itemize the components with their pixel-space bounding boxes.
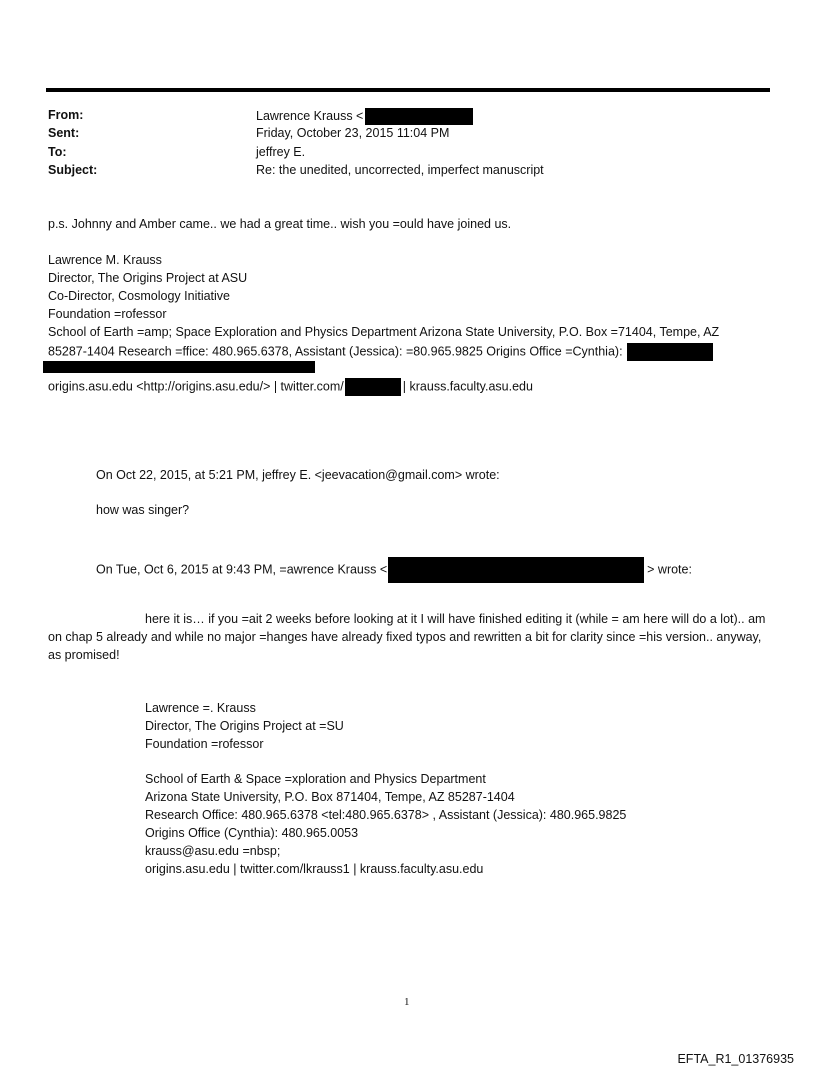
from-value	[256, 108, 473, 125]
sig2-title1: Director, The Origins Project at =SU	[145, 719, 344, 733]
sig1-address2-text: 85287-1404 Research =ffice: 480.965.6378, Assistant (Jessica): =80.965.9825 Origins Office =Cynthia):	[48, 344, 623, 359]
redaction-box	[627, 343, 713, 361]
quote1-body: how was singer?	[96, 503, 190, 517]
redaction-box	[43, 361, 315, 373]
sig2-address2: Arizona State University, P.O. Box 871404, Tempe, AZ 85287-1404	[145, 790, 515, 804]
sent-value: Friday, October 23, 2015 11:04 PM	[256, 126, 450, 140]
sig2-links: origins.asu.edu | twitter.com/lkrauss1 | krauss.faculty.asu.edu	[145, 862, 484, 876]
subject-label: Subject:	[48, 163, 98, 177]
redaction-box	[345, 378, 401, 396]
subject-value: Re: the unedited, uncorrected, imperfect manuscript	[256, 163, 544, 177]
sig2-origins-office: Origins Office (Cynthia): 480.965.0053	[145, 826, 359, 840]
quote2-body: here it is… if you =ait 2 weeks before looking at it I will have finished editing it (while = am here will do a lot).. am on chap 5 already and while no major =hanges have already fixed typos and rewritten a bit for clarity since =his version.. anyway, as promised!	[48, 612, 766, 662]
redaction-box	[388, 557, 644, 583]
from-label: From:	[48, 108, 84, 122]
sig2-phone: Research Office: 480.965.6378 <tel:480.965.6378> , Assistant (Jessica): 480.965.9825	[145, 808, 627, 822]
quote2-intro-b: > wrote:	[647, 562, 692, 577]
sig1-title2: Co-Director, Cosmology Initiative	[48, 289, 231, 303]
from-value-text: Lawrence Krauss <	[256, 108, 364, 123]
document-id: EFTA_R1_01376935	[677, 1052, 794, 1066]
ps-line: p.s. Johnny and Amber came.. we had a great time.. wish you =ould have joined us.	[48, 217, 512, 231]
sig1-address1: School of Earth =amp; Space Exploration and Physics Department Arizona State University, P.O. Box =71404, Tempe, AZ	[48, 325, 720, 339]
quote2-intro	[96, 557, 692, 583]
redaction-box	[365, 108, 473, 125]
header-divider	[46, 88, 770, 92]
sig1-address2	[48, 343, 713, 361]
sig1-links	[48, 378, 533, 396]
sig1-title3: Foundation =rofessor	[48, 307, 167, 321]
sig1-links-a: origins.asu.edu <http://origins.asu.edu/> | twitter.com/	[48, 379, 344, 394]
page-number: 1	[404, 996, 410, 1008]
quote2-intro-a: On Tue, Oct 6, 2015 at 9:43 PM, =awrence Krauss <	[96, 562, 388, 577]
sig2-name: Lawrence =. Krauss	[145, 701, 256, 715]
quote1-intro: On Oct 22, 2015, at 5:21 PM, jeffrey E. <jeevacation@gmail.com> wrote:	[96, 468, 500, 482]
sig2-email: krauss@asu.edu =nbsp;	[145, 844, 281, 858]
sig2-title2: Foundation =rofessor	[145, 737, 264, 751]
sent-label: Sent:	[48, 126, 80, 140]
to-value: jeffrey E.	[256, 145, 306, 159]
sig1-links-b: | krauss.faculty.asu.edu	[402, 379, 533, 394]
sig1-title1: Director, The Origins Project at ASU	[48, 271, 248, 285]
to-label: To:	[48, 145, 67, 159]
sig2-address1: School of Earth & Space =xploration and Physics Department	[145, 772, 486, 786]
sig1-name: Lawrence M. Krauss	[48, 253, 162, 267]
